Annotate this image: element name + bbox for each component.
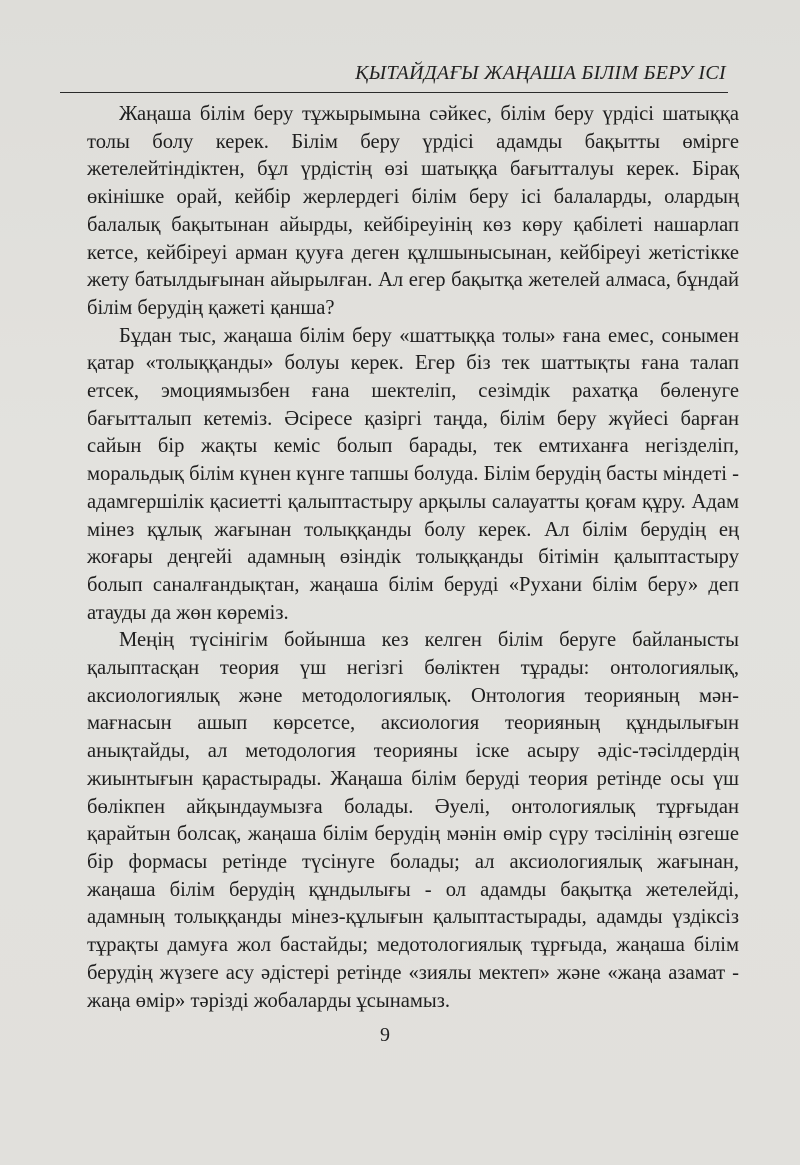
page-number: 9 xyxy=(380,1024,390,1046)
header-divider xyxy=(60,92,728,93)
main-text xyxy=(87,101,739,1015)
paragraph-1: Жаңаша білім беру тұжырымына сәйкес, білім беру үрдісі шатыққа толы болу керек. Білім беру үрдісі адамды бақытты өмірге жетелейтіндіктен, бұл үрдістің өзі шатыққа бағытталуы керек. Бірақ өкінішке орай, кейбір жерлердегі білім беру ісі балаларды, олардың балалық бақытынан айырды, кейбіреуінің көз көру қабілеті нашарлап кетсе, кейбіреуі арман қууға деген құлшынысынан, кейбіреуі жетістікке жету батылдығынан айырылған. Ал егер бақытқа жетелей алмаса, бұндай білім берудің қажеті қанша? xyxy=(87,103,739,319)
paragraph-2: Бұдан тыс, жаңаша білім беру «шаттыққа толы» ғана емес, сонымен қатар «толыққанды» болуы керек. Егер біз тек шаттықты ғана талап етсек, эмоциямызбен ғана шектеліп, сезімдік рахатқа бөленуге бағытталып кетеміз. Әсіресе қазіргі таңда, білім беру жүйесі барған сайын бір жақты кеміс болып барады, тек емтиханға негізделіп, моральдық білім күнен күнге тапшы болуда. Білім берудің басты міндеті - адамгершілік қасиетті қалыптастыру арқылы салауатты қоғам құру. Адам мінез құлық жағынан толыққанды болу керек. Ал білім берудің ең жоғары деңгейі адамның өзіндік толыққанды бітімін қалыптастыру болып саналғандықтан, жаңаша білім беруді «Рухани білім беру» деп атауды да жөн көреміз. xyxy=(87,324,739,624)
running-header-title: ҚЫТАЙДАҒЫ ЖАҢАША БІЛІМ БЕРУ ІСІ xyxy=(355,62,726,84)
paragraph-3: Меңің түсінігім бойынша кез келген білім беруге байланысты қалыптасқан теория үш негізгі бөліктен тұрады: онтологиялық, аксиологиялық және методологиялық. Онтология теорияның мән-мағнасын ашып көрсетсе, аксиология теорияның құндылығын анықтайды, ал методология теорияны іске асыру әдіс-тәсілдердің жиынтығын қарастырады. Жаңаша білім беруді теория ретінде осы үш бөлікпен айқындаумызға болады. Әуелі, онтологиялық тұрғыдан қарайтын болсақ, жаңаша білім берудің мәнін өмір сүру тәсілінің өзгеше бір формасы ретінде түсінуге болады; ал аксиологиялық жағынан, жаңаша білім берудің құндылығы - ол адамды бақытқа жетелейді, адамның толыққанды мінез-құлығын қалыптастырады, адамды үздіксіз тұрақты дамуға жол бастайды; медотологиялық тұрғыда, жаңаша білім берудің жүзеге асу әдістері ретінде «зиялы мектеп» және «жаңа азамат - жаңа өмір» тәрізді жобаларды ұсынамыз. xyxy=(87,629,739,1012)
